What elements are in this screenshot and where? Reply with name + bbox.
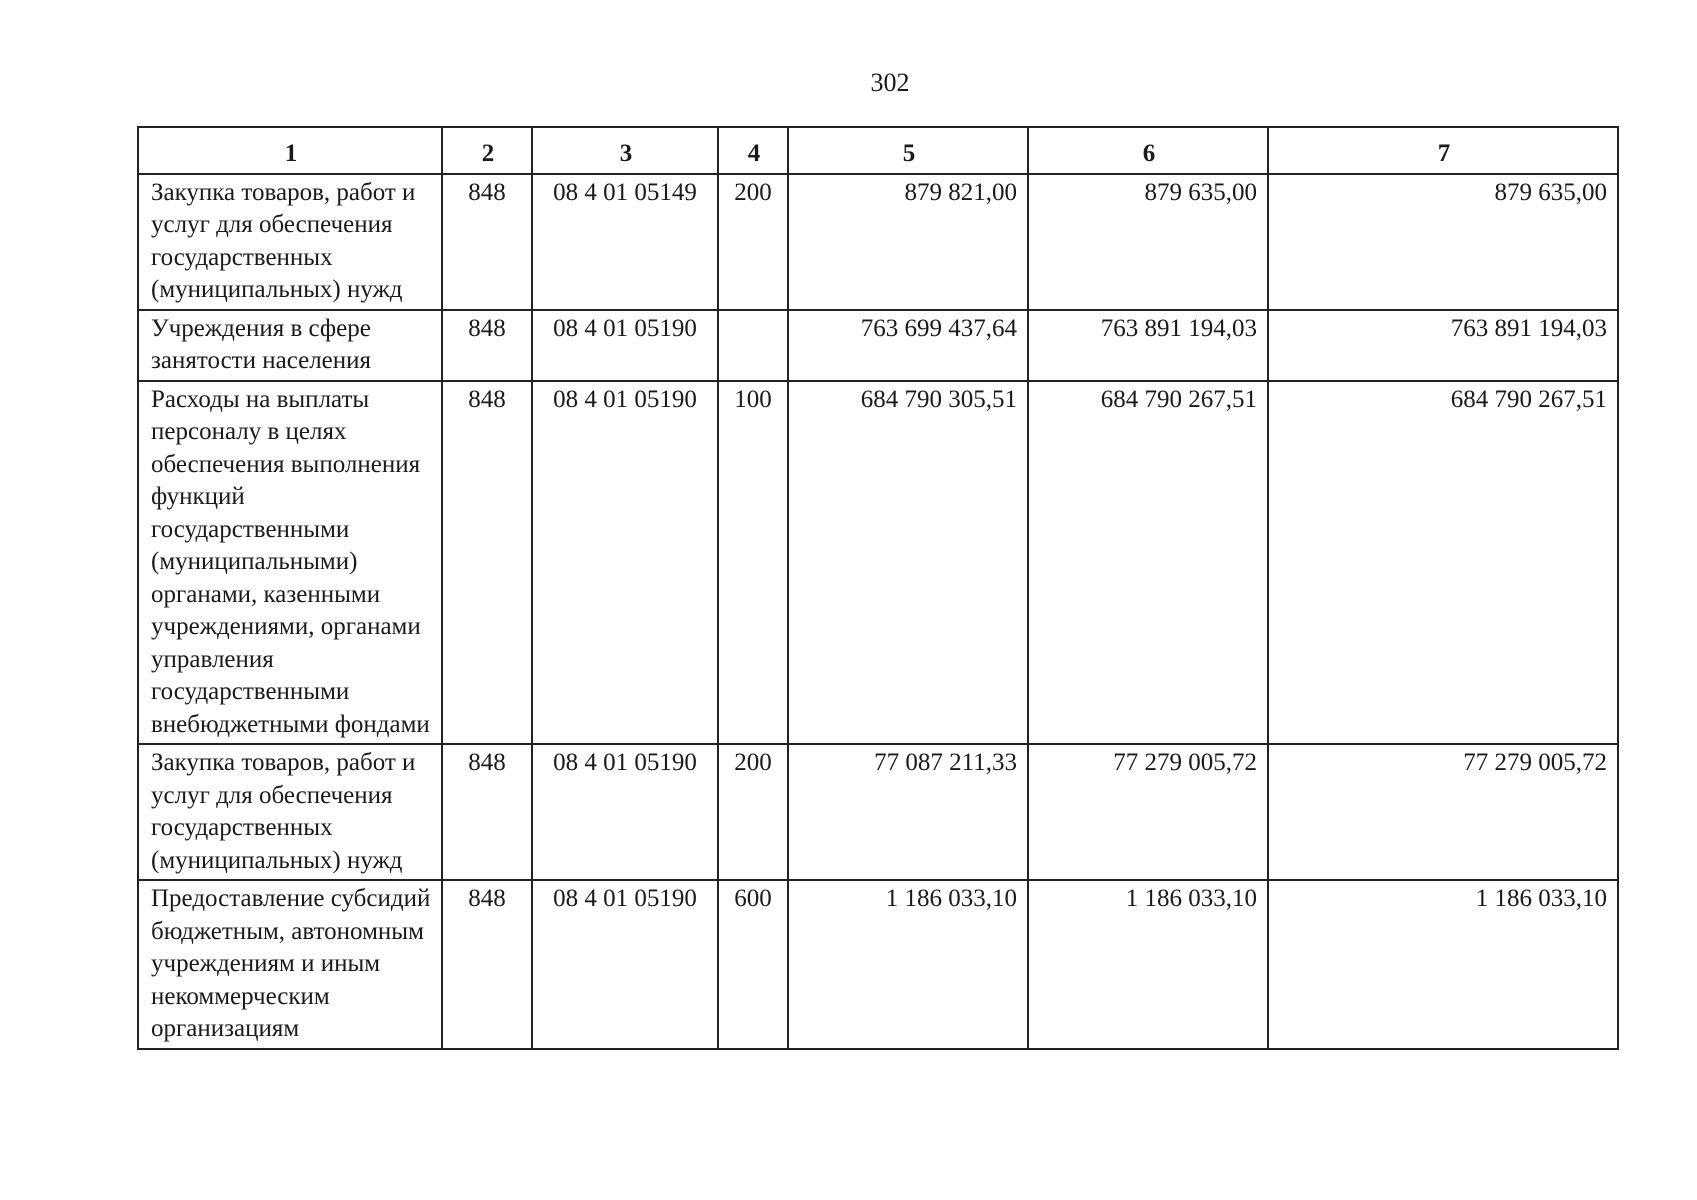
row-name-cell: Закупка товаров, работ и услуг для обеспечения государственных (муниципальных) нужд <box>138 174 442 310</box>
row-value-5-cell: 684 790 305,51 <box>788 381 1028 745</box>
header-cell: 2 <box>442 127 532 174</box>
row-value-5-cell: 1 186 033,10 <box>788 880 1028 1049</box>
table-row <box>138 310 1618 381</box>
budget-table <box>137 126 1619 1050</box>
row-type-cell: 600 <box>718 880 788 1049</box>
row-value-6-cell: 879 635,00 <box>1028 174 1268 310</box>
row-name-cell: Учреждения в сфере занятости населения <box>138 310 442 381</box>
header-cell: 5 <box>788 127 1028 174</box>
row-target-cell: 08 4 01 05190 <box>532 744 718 880</box>
table-row <box>138 744 1618 880</box>
row-value-6-cell: 1 186 033,10 <box>1028 880 1268 1049</box>
row-value-6-cell: 684 790 267,51 <box>1028 381 1268 745</box>
row-name-cell: Предоставление субсидий бюджетным, автономным учреждениям и иным некоммерческим организациям <box>138 880 442 1049</box>
header-cell: 3 <box>532 127 718 174</box>
row-target-cell: 08 4 01 05190 <box>532 880 718 1049</box>
row-value-5-cell: 77 087 211,33 <box>788 744 1028 880</box>
header-cell: 7 <box>1268 127 1618 174</box>
table-header <box>138 127 1618 174</box>
row-name-cell: Расходы на выплаты персоналу в целях обеспечения выполнения функций государственными (муниципальными) органами, казенными учреждениями, органами управления государственными внебюджетными фондами <box>138 381 442 745</box>
row-value-7-cell: 763 891 194,03 <box>1268 310 1618 381</box>
row-code-cell: 848 <box>442 381 532 745</box>
row-value-5-cell: 763 699 437,64 <box>788 310 1028 381</box>
row-type-cell <box>718 310 788 381</box>
row-value-7-cell: 1 186 033,10 <box>1268 880 1618 1049</box>
header-row <box>138 127 1618 174</box>
table-row <box>138 381 1618 745</box>
row-value-6-cell: 763 891 194,03 <box>1028 310 1268 381</box>
row-type-cell: 100 <box>718 381 788 745</box>
row-value-7-cell: 684 790 267,51 <box>1268 381 1618 745</box>
header-cell: 1 <box>138 127 442 174</box>
header-cell: 4 <box>718 127 788 174</box>
row-value-5-cell: 879 821,00 <box>788 174 1028 310</box>
row-target-cell: 08 4 01 05190 <box>532 381 718 745</box>
row-name-cell: Закупка товаров, работ и услуг для обеспечения государственных (муниципальных) нужд <box>138 744 442 880</box>
row-target-cell: 08 4 01 05190 <box>532 310 718 381</box>
table-body <box>138 174 1618 1049</box>
row-code-cell: 848 <box>442 310 532 381</box>
row-type-cell: 200 <box>718 174 788 310</box>
table-row <box>138 880 1618 1049</box>
header-cell: 6 <box>1028 127 1268 174</box>
row-value-7-cell: 77 279 005,72 <box>1268 744 1618 880</box>
row-target-cell: 08 4 01 05149 <box>532 174 718 310</box>
row-type-cell: 200 <box>718 744 788 880</box>
page-number: 302 <box>870 68 910 97</box>
row-code-cell: 848 <box>442 174 532 310</box>
row-value-6-cell: 77 279 005,72 <box>1028 744 1268 880</box>
row-code-cell: 848 <box>442 880 532 1049</box>
table-row <box>138 174 1618 310</box>
row-code-cell: 848 <box>442 744 532 880</box>
row-value-7-cell: 879 635,00 <box>1268 174 1618 310</box>
